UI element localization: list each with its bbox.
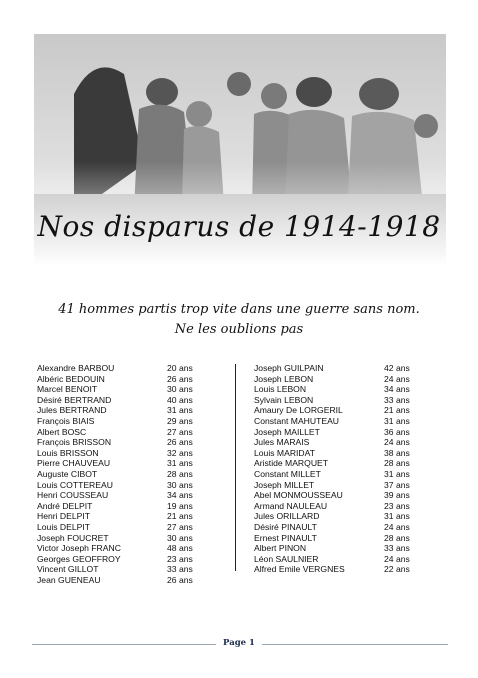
person-name: Louis COTTEREAU: [37, 479, 113, 490]
person-name: Jean GUENEAU: [37, 574, 101, 585]
person-age: 31 ans: [384, 415, 410, 426]
person-name: Jules ORILLARD: [254, 511, 320, 522]
list-item: [37, 395, 197, 406]
person-age: 24 ans: [384, 521, 410, 532]
person-age: 19 ans: [167, 500, 193, 511]
person-name: Joseph GUILPAIN: [254, 363, 324, 373]
person-age: 42 ans: [384, 363, 410, 373]
person-name: Aristide MARQUET: [254, 458, 329, 469]
person-name: Ernest PINAULT: [254, 532, 317, 543]
person-age: 22 ans: [384, 564, 410, 575]
person-name: Léon SAULNIER: [254, 553, 319, 564]
person-name: Pierre CHAUVEAU: [37, 458, 111, 469]
list-item: [254, 405, 414, 416]
list-item: [37, 575, 197, 586]
list-item: [37, 437, 197, 448]
person-name: Abel MONMOUSSEAU: [254, 490, 343, 501]
list-item: [37, 458, 197, 469]
person-age: 26 ans: [167, 574, 193, 585]
person-age: 28 ans: [167, 468, 193, 479]
list-item: [254, 458, 414, 469]
person-age: 26 ans: [167, 437, 193, 448]
list-item: [254, 543, 414, 554]
list-item: [254, 564, 414, 575]
person-name: Albert PINON: [254, 543, 307, 554]
person-name: François BIAIS: [37, 415, 95, 426]
person-age: 33 ans: [167, 564, 193, 575]
list-item: [37, 374, 197, 385]
page-title: Nos disparus de 1914-1918: [37, 210, 441, 243]
person-age: 38 ans: [384, 447, 410, 458]
person-age: 28 ans: [384, 532, 410, 543]
person-name: Louis BRISSON: [37, 447, 99, 458]
list-item: [37, 533, 197, 544]
list-item: [254, 490, 414, 501]
person-name: Henri DELPIT: [37, 511, 91, 522]
person-age: 31 ans: [384, 468, 410, 479]
person-age: 20 ans: [167, 363, 193, 373]
names-list-right: [254, 363, 414, 575]
person-age: 40 ans: [167, 394, 193, 405]
list-item: [254, 511, 414, 522]
person-name: François BRISSON: [37, 437, 112, 448]
person-name: Amaury De LORGERIL: [254, 405, 343, 416]
person-name: Henri COUSSEAU: [37, 490, 109, 501]
person-age: 34 ans: [167, 490, 193, 501]
person-name: Désiré BERTRAND: [37, 394, 112, 405]
person-age: 31 ans: [167, 458, 193, 469]
list-item: [254, 554, 414, 565]
list-item: [254, 427, 414, 438]
list-item: [254, 480, 414, 491]
list-item: [37, 490, 197, 501]
person-name: Jules MARAIS: [254, 437, 310, 448]
person-name: Louis MARIDAT: [254, 447, 315, 458]
person-age: 33 ans: [384, 543, 410, 554]
list-item: [37, 501, 197, 512]
list-item: [254, 522, 414, 533]
list-item: [37, 427, 197, 438]
list-item: [37, 416, 197, 427]
column-divider: [235, 364, 236, 571]
person-age: 36 ans: [384, 426, 410, 437]
person-age: 30 ans: [167, 384, 193, 395]
list-item: [254, 363, 414, 374]
person-name: Armand NAULEAU: [254, 500, 328, 511]
person-name: Sylvain LEBON: [254, 394, 314, 405]
list-item: [254, 384, 414, 395]
person-age: 30 ans: [167, 479, 193, 490]
person-age: 28 ans: [384, 458, 410, 469]
person-name: Désiré PINAULT: [254, 521, 317, 532]
person-age: 21 ans: [384, 405, 410, 416]
names-list-left: [37, 363, 197, 585]
person-name: Alexandre BARBOU: [37, 363, 115, 373]
person-name: Jules BERTRAND: [37, 405, 107, 416]
person-age: 23 ans: [384, 500, 410, 511]
person-age: 23 ans: [167, 553, 193, 564]
person-age: 27 ans: [167, 426, 193, 437]
person-name: Joseph FOUCRET: [37, 532, 109, 543]
person-name: Constant MAHUTEAU: [254, 415, 340, 426]
person-name: André DELPIT: [37, 500, 93, 511]
list-item: [254, 469, 414, 480]
person-name: Georges GEOFFROY: [37, 553, 121, 564]
list-item: [37, 522, 197, 533]
person-name: Albéric BEDOUIN: [37, 373, 105, 384]
person-age: 31 ans: [167, 405, 193, 416]
person-age: 27 ans: [167, 521, 193, 532]
list-item: [254, 374, 414, 385]
person-age: 32 ans: [167, 447, 193, 458]
person-age: 34 ans: [384, 384, 410, 395]
person-age: 33 ans: [384, 394, 410, 405]
person-name: Louis LEBON: [254, 384, 307, 395]
list-item: [254, 395, 414, 406]
list-item: [37, 480, 197, 491]
person-name: Alfred Emile VERGNES: [254, 564, 345, 575]
person-age: 29 ans: [167, 415, 193, 426]
list-item: [37, 554, 197, 565]
list-item: [254, 448, 414, 459]
person-name: Auguste CIBOT: [37, 468, 98, 479]
subtitle-line-1: 41 hommes partis trop vite dans une guerre sans nom.: [58, 302, 420, 317]
person-name: Vincent GILLOT: [37, 564, 99, 575]
list-item: [37, 469, 197, 480]
list-item: [37, 384, 197, 395]
footer-rule-right: [262, 644, 448, 645]
person-name: Albert BOSC: [37, 426, 87, 437]
list-item: [37, 543, 197, 554]
person-age: 48 ans: [167, 543, 193, 554]
person-age: 24 ans: [384, 373, 410, 384]
person-age: 21 ans: [167, 511, 193, 522]
person-name: Joseph MAILLET: [254, 426, 320, 437]
list-item: [37, 564, 197, 575]
list-item: [254, 533, 414, 544]
person-age: 31 ans: [384, 511, 410, 522]
list-item: [254, 501, 414, 512]
person-age: 24 ans: [384, 437, 410, 448]
list-item: [37, 363, 197, 374]
person-age: 30 ans: [167, 532, 193, 543]
list-item: [37, 405, 197, 416]
person-name: Victor Joseph FRANC: [37, 543, 121, 554]
list-item: [254, 437, 414, 448]
person-name: Joseph MILLET: [254, 479, 315, 490]
list-item: [37, 511, 197, 522]
subtitle-line-2: Ne les oublions pas: [174, 322, 304, 337]
person-name: Joseph LEBON: [254, 373, 314, 384]
person-name: Constant MILLET: [254, 468, 321, 479]
page-number: Page 1: [223, 638, 255, 648]
person-age: 37 ans: [384, 479, 410, 490]
person-age: 39 ans: [384, 490, 410, 501]
person-name: Louis DELPIT: [37, 521, 91, 532]
person-age: 24 ans: [384, 553, 410, 564]
list-item: [37, 448, 197, 459]
person-age: 26 ans: [167, 373, 193, 384]
person-name: Marcel BENOIT: [37, 384, 98, 395]
list-item: [254, 416, 414, 427]
